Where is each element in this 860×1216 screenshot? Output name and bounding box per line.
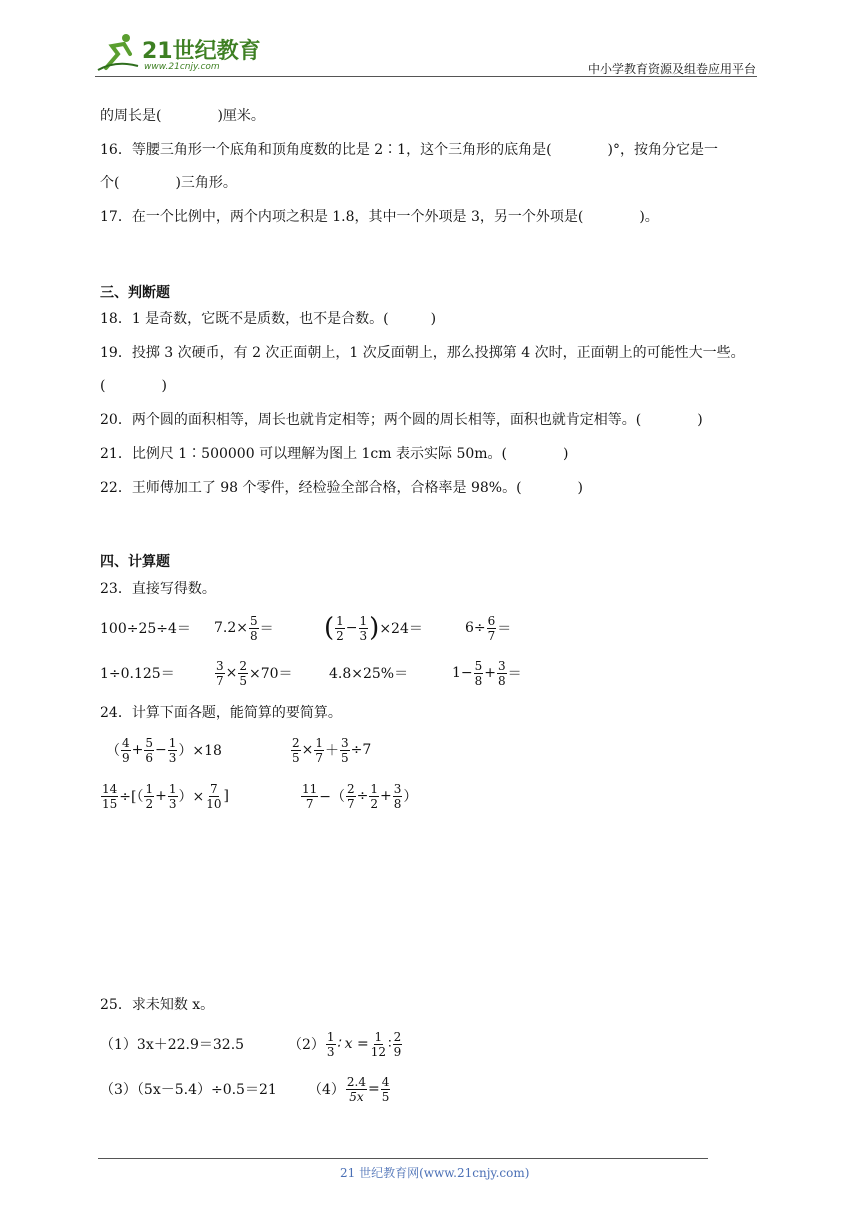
q25-expr-a: （1）3x＋22.9＝32.5 [100,1037,245,1053]
q15-tail: 的周长是( )厘米。 [100,108,265,124]
runner-logo-icon [96,30,140,74]
q19-line2: ( ) [100,378,167,394]
q24: 24．计算下面各题，能简算的要简算。 [100,705,342,721]
q23-expr-d: 6÷ $\frac{6}{7}$ ＝ [465,613,512,643]
q23-expr-g: 4.8×25%＝ [329,666,409,682]
q23-expr-f: $\frac{3}{7}$ × $\frac{2}{5}$ ×70＝ [216,658,293,688]
q23-expr-e: 1÷0.125＝ [100,666,175,682]
q23-expr-a: 100÷25÷4＝ [100,621,191,637]
header-logo [96,30,261,74]
header-rule [95,76,757,77]
q24-expr-d: $\frac{11}{7}$ −（ $\frac{2}{7}$ ÷ $\frac{1}{2}$ + $\frac{3}{8}$ ） [302,781,418,811]
footer-rule [98,1158,708,1159]
q24-expr-a: （ $\frac{4}{9}$ + $\frac{5}{6}$ − $\frac{1}{3}$ ）×18 [106,735,222,765]
q25: 25．求未知数 x。 [100,997,215,1013]
q20: 20．两个圆的面积相等，周长也就肯定相等；两个圆的周长相等，面积也就肯定相等。( ) [100,412,703,428]
q17: 17．在一个比例中，两个内项之积是 1.8，其中一个外项是 3，另一个外项是( )。 [100,209,659,225]
q25-expr-c: （3）（5x－5.4）÷0.5＝21 [100,1082,277,1098]
header-right-text: 中小学教育资源及组卷应用平台 [587,62,756,76]
q24-expr-c: $\frac{14}{15}$ ÷[（ $\frac{1}{2}$ + $\frac{1}{3}$ ）× $\frac{7}{10}$ ] [102,781,229,811]
q22: 22．王师傅加工了 98 个零件，经检验全部合格，合格率是 98%。( ) [100,480,584,496]
q21: 21．比例尺 1∶500000 可以理解为图上 1cm 表示实际 50m。( ) [100,446,569,462]
footer-text: 21 世纪教育网(www.21cnjy.com) [340,1166,530,1180]
logo-url-text: www.21cnjy.com [144,62,220,72]
q16-line2: 个( )三角形。 [100,175,237,191]
q24-expr-b: $\frac{2}{5}$ × $\frac{1}{7}$ ＋ $\frac{3}{5}$ ÷7 [292,735,372,765]
q23-expr-h: 1− $\frac{5}{8}$ + $\frac{3}{8}$ ＝ [452,658,522,688]
q18: 18．1 是奇数，它既不是质数，也不是合数。( ) [100,311,437,327]
logo-main-text: 21世纪教育 [142,39,261,64]
q25-expr-b: （2） $\frac{1}{3}$ ∶ x = $\frac{1}{12}$ ∶ $\frac{2}{9}$ [288,1029,402,1059]
q23: 23．直接写得数。 [100,581,216,597]
q16-line1: 16．等腰三角形一个底角和顶角度数的比是 2∶1，这个三角形的底角是( )°，按角分它是一 [100,142,719,158]
q23-expr-c: ( $\frac{1}{2}$ − $\frac{1}{3}$ ) ×24＝ [324,613,423,643]
q25-expr-d: （4） $\frac{2.4}{5x}$ = $\frac{4}{5}$ [308,1074,390,1104]
q19-line1: 19．投掷 3 次硬币，有 2 次正面朝上，1 次反面朝上，那么投掷第 4 次时，正面朝上的可能性大一些。 [100,345,745,361]
section-3-heading: 三、判断题 [100,285,170,301]
section-4-heading: 四、计算题 [100,554,170,570]
q23-expr-b: 7.2× $\frac{5}{8}$ ＝ [214,613,274,643]
